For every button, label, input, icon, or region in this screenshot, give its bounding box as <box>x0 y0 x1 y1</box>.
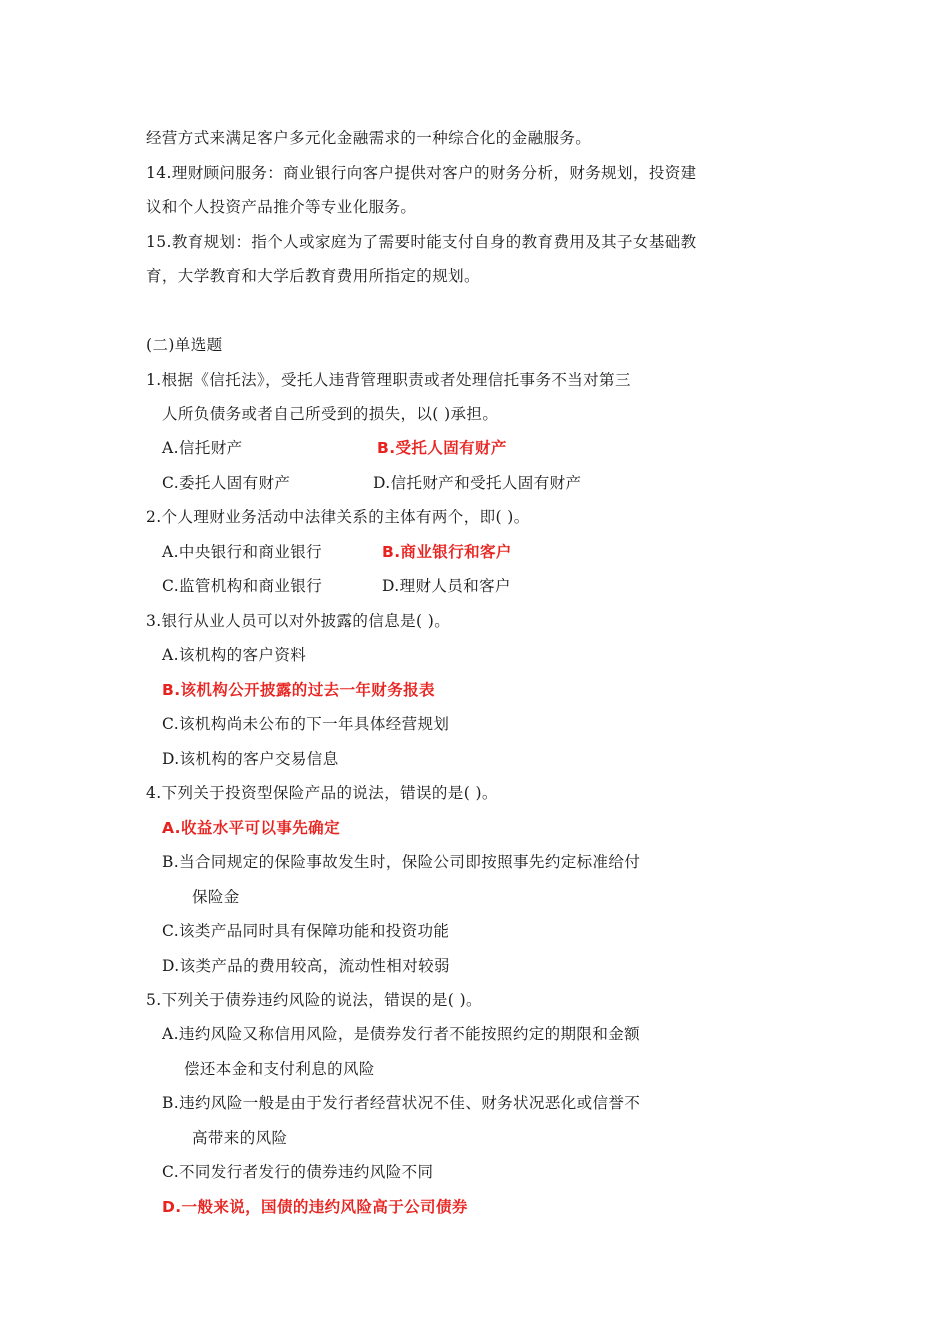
question-1-stem: 1.根据《信托法》，受托人违背管理职责或者处理信托事务不当对第三 <box>146 371 631 389</box>
definition-15: 15.教育规划：指个人或家庭为了需要时能支付自身的教育费用及其子女基础教 <box>146 233 697 251</box>
question-5-option-c: C.不同发行者发行的债券违约风险不同 <box>162 1163 434 1181</box>
question-5-option-a-cont: 偿还本金和支付利息的风险 <box>184 1060 375 1078</box>
definition-13-cont: 经营方式来满足客户多元化金融需求的一种综合化的金融服务。 <box>146 129 592 147</box>
question-5-option-d-answer: D.一般来说，国债的违约风险高于公司债券 <box>162 1198 468 1216</box>
question-4-option-d: D.该类产品的费用较高，流动性相对较弱 <box>162 957 450 975</box>
question-4-option-c: C.该类产品同时具有保障功能和投资功能 <box>162 922 450 940</box>
question-2-stem: 2.个人理财业务活动中法律关系的主体有两个，即( )。 <box>146 508 530 526</box>
question-2-option-d: D.理财人员和客户 <box>382 577 511 595</box>
question-4-option-b-cont: 保险金 <box>192 888 240 906</box>
question-1-stem-cont: 人所负债务或者自己所受到的损失，以( )承担。 <box>162 405 499 423</box>
question-3-option-c: C.该机构尚未公布的下一年具体经营规划 <box>162 715 450 733</box>
question-3-stem: 3.银行从业人员可以对外披露的信息是( )。 <box>146 612 451 630</box>
question-5-stem: 5.下列关于债券违约风险的说法，错误的是( )。 <box>146 991 482 1009</box>
definition-14-cont: 议和个人投资产品推介等专业化服务。 <box>146 198 417 216</box>
question-5-option-b: B.违约风险一般是由于发行者经营状况不佳、财务状况恶化或信誉不 <box>162 1094 641 1112</box>
question-2-option-c: C.监管机构和商业银行 <box>162 577 323 595</box>
question-3-option-d: D.该机构的客户交易信息 <box>162 750 339 768</box>
section-title: (二)单选题 <box>146 336 223 354</box>
question-3-option-a: A.该机构的客户资料 <box>162 646 307 664</box>
question-4-option-a-answer: A.收益水平可以事先确定 <box>162 819 340 837</box>
question-2-option-a: A.中央银行和商业银行 <box>162 543 323 561</box>
question-1-option-c: C.委托人固有财产 <box>162 474 291 492</box>
definition-14: 14.理财顾问服务：商业银行向客户提供对客户的财务分析，财务规划，投资建 <box>146 164 697 182</box>
question-1-option-b-answer: B.受托人固有财产 <box>377 439 507 457</box>
question-4-option-b: B.当合同规定的保险事故发生时，保险公司即按照事先约定标准给付 <box>162 853 641 871</box>
question-3-option-b-answer: B.该机构公开披露的过去一年财务报表 <box>162 681 435 699</box>
question-5-option-a: A.违约风险又称信用风险，是债券发行者不能按照约定的期限和金额 <box>162 1025 641 1043</box>
definition-15-cont: 育，大学教育和大学后教育费用所指定的规划。 <box>146 267 480 285</box>
question-1-option-a: A.信托财产 <box>162 439 243 457</box>
question-1-option-d: D.信托财产和受托人固有财产 <box>373 474 582 492</box>
question-4-stem: 4.下列关于投资型保险产品的说法，错误的是( )。 <box>146 784 498 802</box>
question-2-option-b-answer: B.商业银行和客户 <box>382 543 512 561</box>
question-5-option-b-cont: 高带来的风险 <box>192 1129 288 1147</box>
